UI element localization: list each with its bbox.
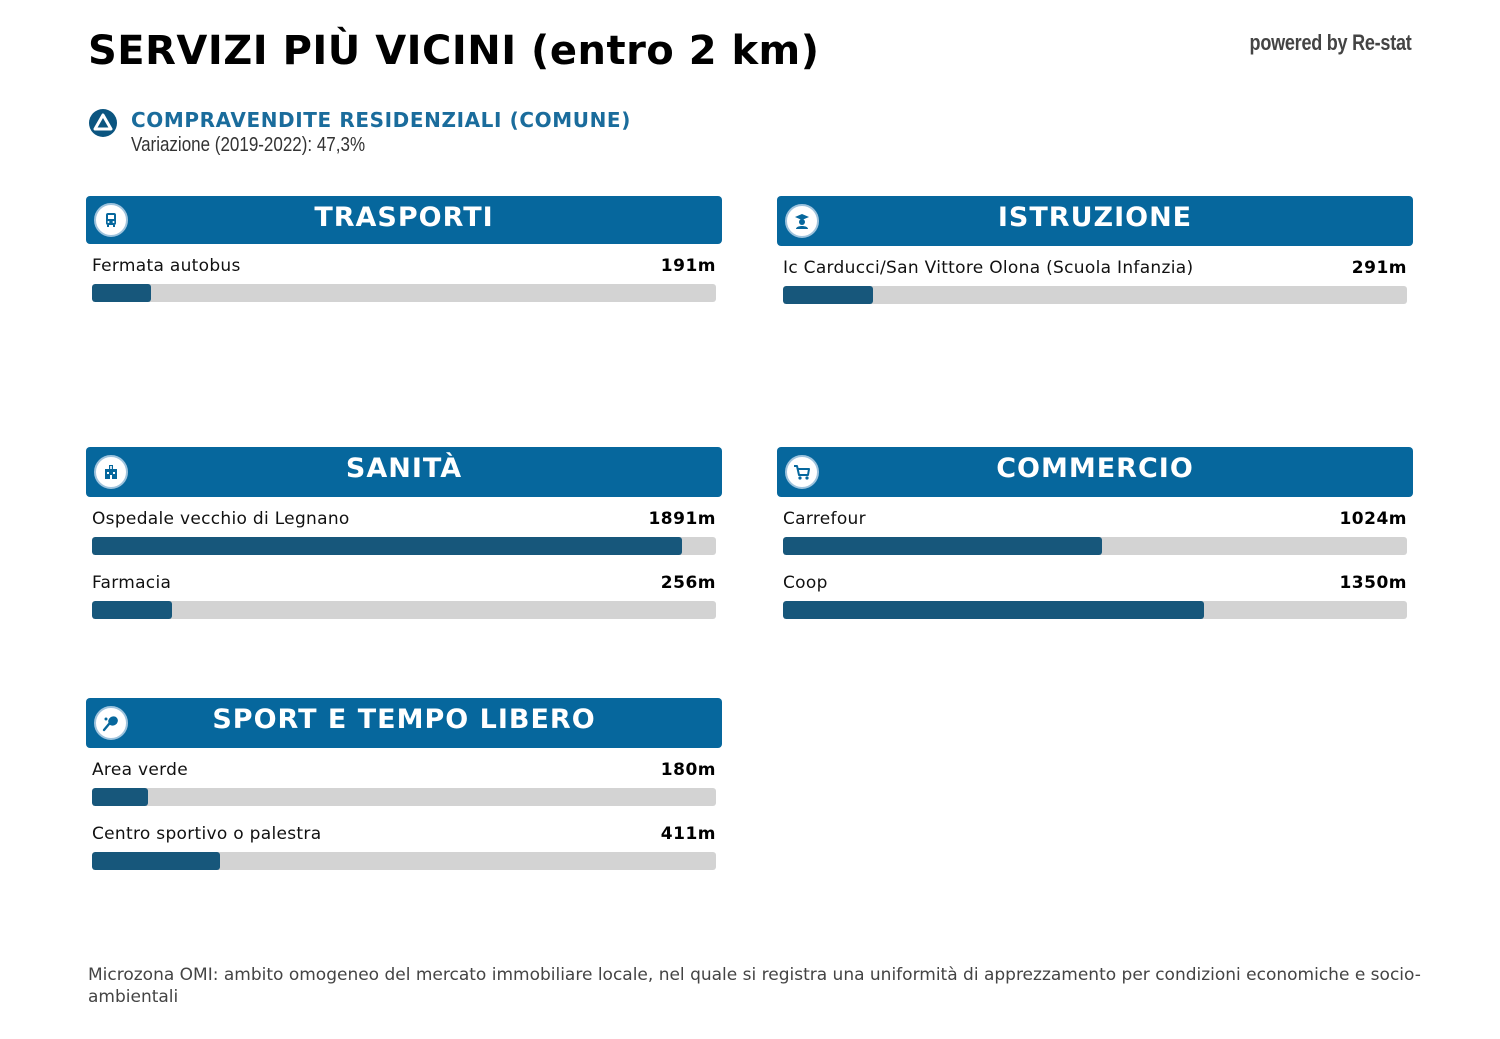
distance-bar-fill bbox=[783, 537, 1102, 555]
distance-bar-fill bbox=[92, 788, 148, 806]
distance-bar bbox=[92, 852, 716, 870]
service-distance: 1891m bbox=[648, 509, 716, 529]
service-label: Coop bbox=[783, 573, 828, 593]
category-title: TRASPORTI bbox=[314, 202, 494, 233]
distance-bar-fill bbox=[92, 537, 682, 555]
distance-bar bbox=[92, 284, 716, 302]
distance-bar bbox=[92, 601, 716, 619]
service-label: Farmacia bbox=[92, 573, 172, 593]
category-card-sport bbox=[86, 698, 722, 876]
service-row bbox=[92, 812, 716, 876]
triangle-up-icon bbox=[88, 108, 118, 138]
service-distance: 191m bbox=[660, 256, 716, 276]
category-title: SPORT E TEMPO LIBERO bbox=[212, 704, 596, 735]
sales-stat-title: COMPRAVENDITE RESIDENZIALI (COMUNE) bbox=[131, 108, 631, 132]
category-title: COMMERCIO bbox=[996, 453, 1194, 484]
service-row bbox=[783, 246, 1407, 310]
category-header bbox=[777, 196, 1413, 246]
service-row bbox=[783, 497, 1407, 561]
service-distance: 1024m bbox=[1339, 509, 1407, 529]
category-title: SANITÀ bbox=[345, 453, 463, 484]
service-distance: 180m bbox=[660, 760, 716, 780]
category-title: ISTRUZIONE bbox=[997, 202, 1193, 233]
distance-bar-fill bbox=[783, 601, 1204, 619]
service-label: Carrefour bbox=[783, 509, 866, 529]
powered-by-label: powered by Re-stat bbox=[1250, 30, 1412, 55]
page-title: SERVIZI PIÙ VICINI (entro 2 km) bbox=[88, 28, 820, 74]
category-header bbox=[86, 196, 722, 244]
service-row bbox=[92, 497, 716, 561]
distance-bar bbox=[92, 788, 716, 806]
service-label: Area verde bbox=[92, 760, 188, 780]
category-card-istruzione bbox=[777, 196, 1413, 310]
distance-bar bbox=[783, 537, 1407, 555]
distance-bar bbox=[783, 286, 1407, 304]
distance-bar bbox=[92, 537, 716, 555]
service-distance: 411m bbox=[660, 824, 716, 844]
category-header bbox=[86, 447, 722, 497]
service-row bbox=[92, 561, 716, 625]
footer-note: Microzona OMI: ambito omogeneo del mercato immobiliare locale, nel quale si registra una uniformità di apprezzamento per condizioni economiche e socio-ambientali bbox=[88, 965, 1421, 1007]
service-distance: 291m bbox=[1351, 258, 1407, 278]
category-header bbox=[777, 447, 1413, 497]
service-label: Ic Carducci/San Vittore Olona (Scuola Infanzia) bbox=[783, 258, 1194, 278]
service-label: Centro sportivo o palestra bbox=[92, 824, 322, 844]
distance-bar-fill bbox=[92, 601, 172, 619]
distance-bar-fill bbox=[783, 286, 873, 304]
category-card-commercio bbox=[777, 447, 1413, 625]
category-card-trasporti bbox=[86, 196, 722, 308]
sales-stat-subtitle: Variazione (2019-2022): 47,3% bbox=[131, 134, 366, 156]
service-row bbox=[92, 748, 716, 812]
service-label: Fermata autobus bbox=[92, 256, 241, 276]
service-row bbox=[92, 244, 716, 308]
service-row bbox=[783, 561, 1407, 625]
distance-bar bbox=[783, 601, 1407, 619]
service-label: Ospedale vecchio di Legnano bbox=[92, 509, 350, 529]
category-card-sanita bbox=[86, 447, 722, 625]
distance-bar-fill bbox=[92, 284, 151, 302]
service-distance: 256m bbox=[660, 573, 716, 593]
distance-bar-fill bbox=[92, 852, 220, 870]
service-distance: 1350m bbox=[1339, 573, 1407, 593]
category-header bbox=[86, 698, 722, 748]
